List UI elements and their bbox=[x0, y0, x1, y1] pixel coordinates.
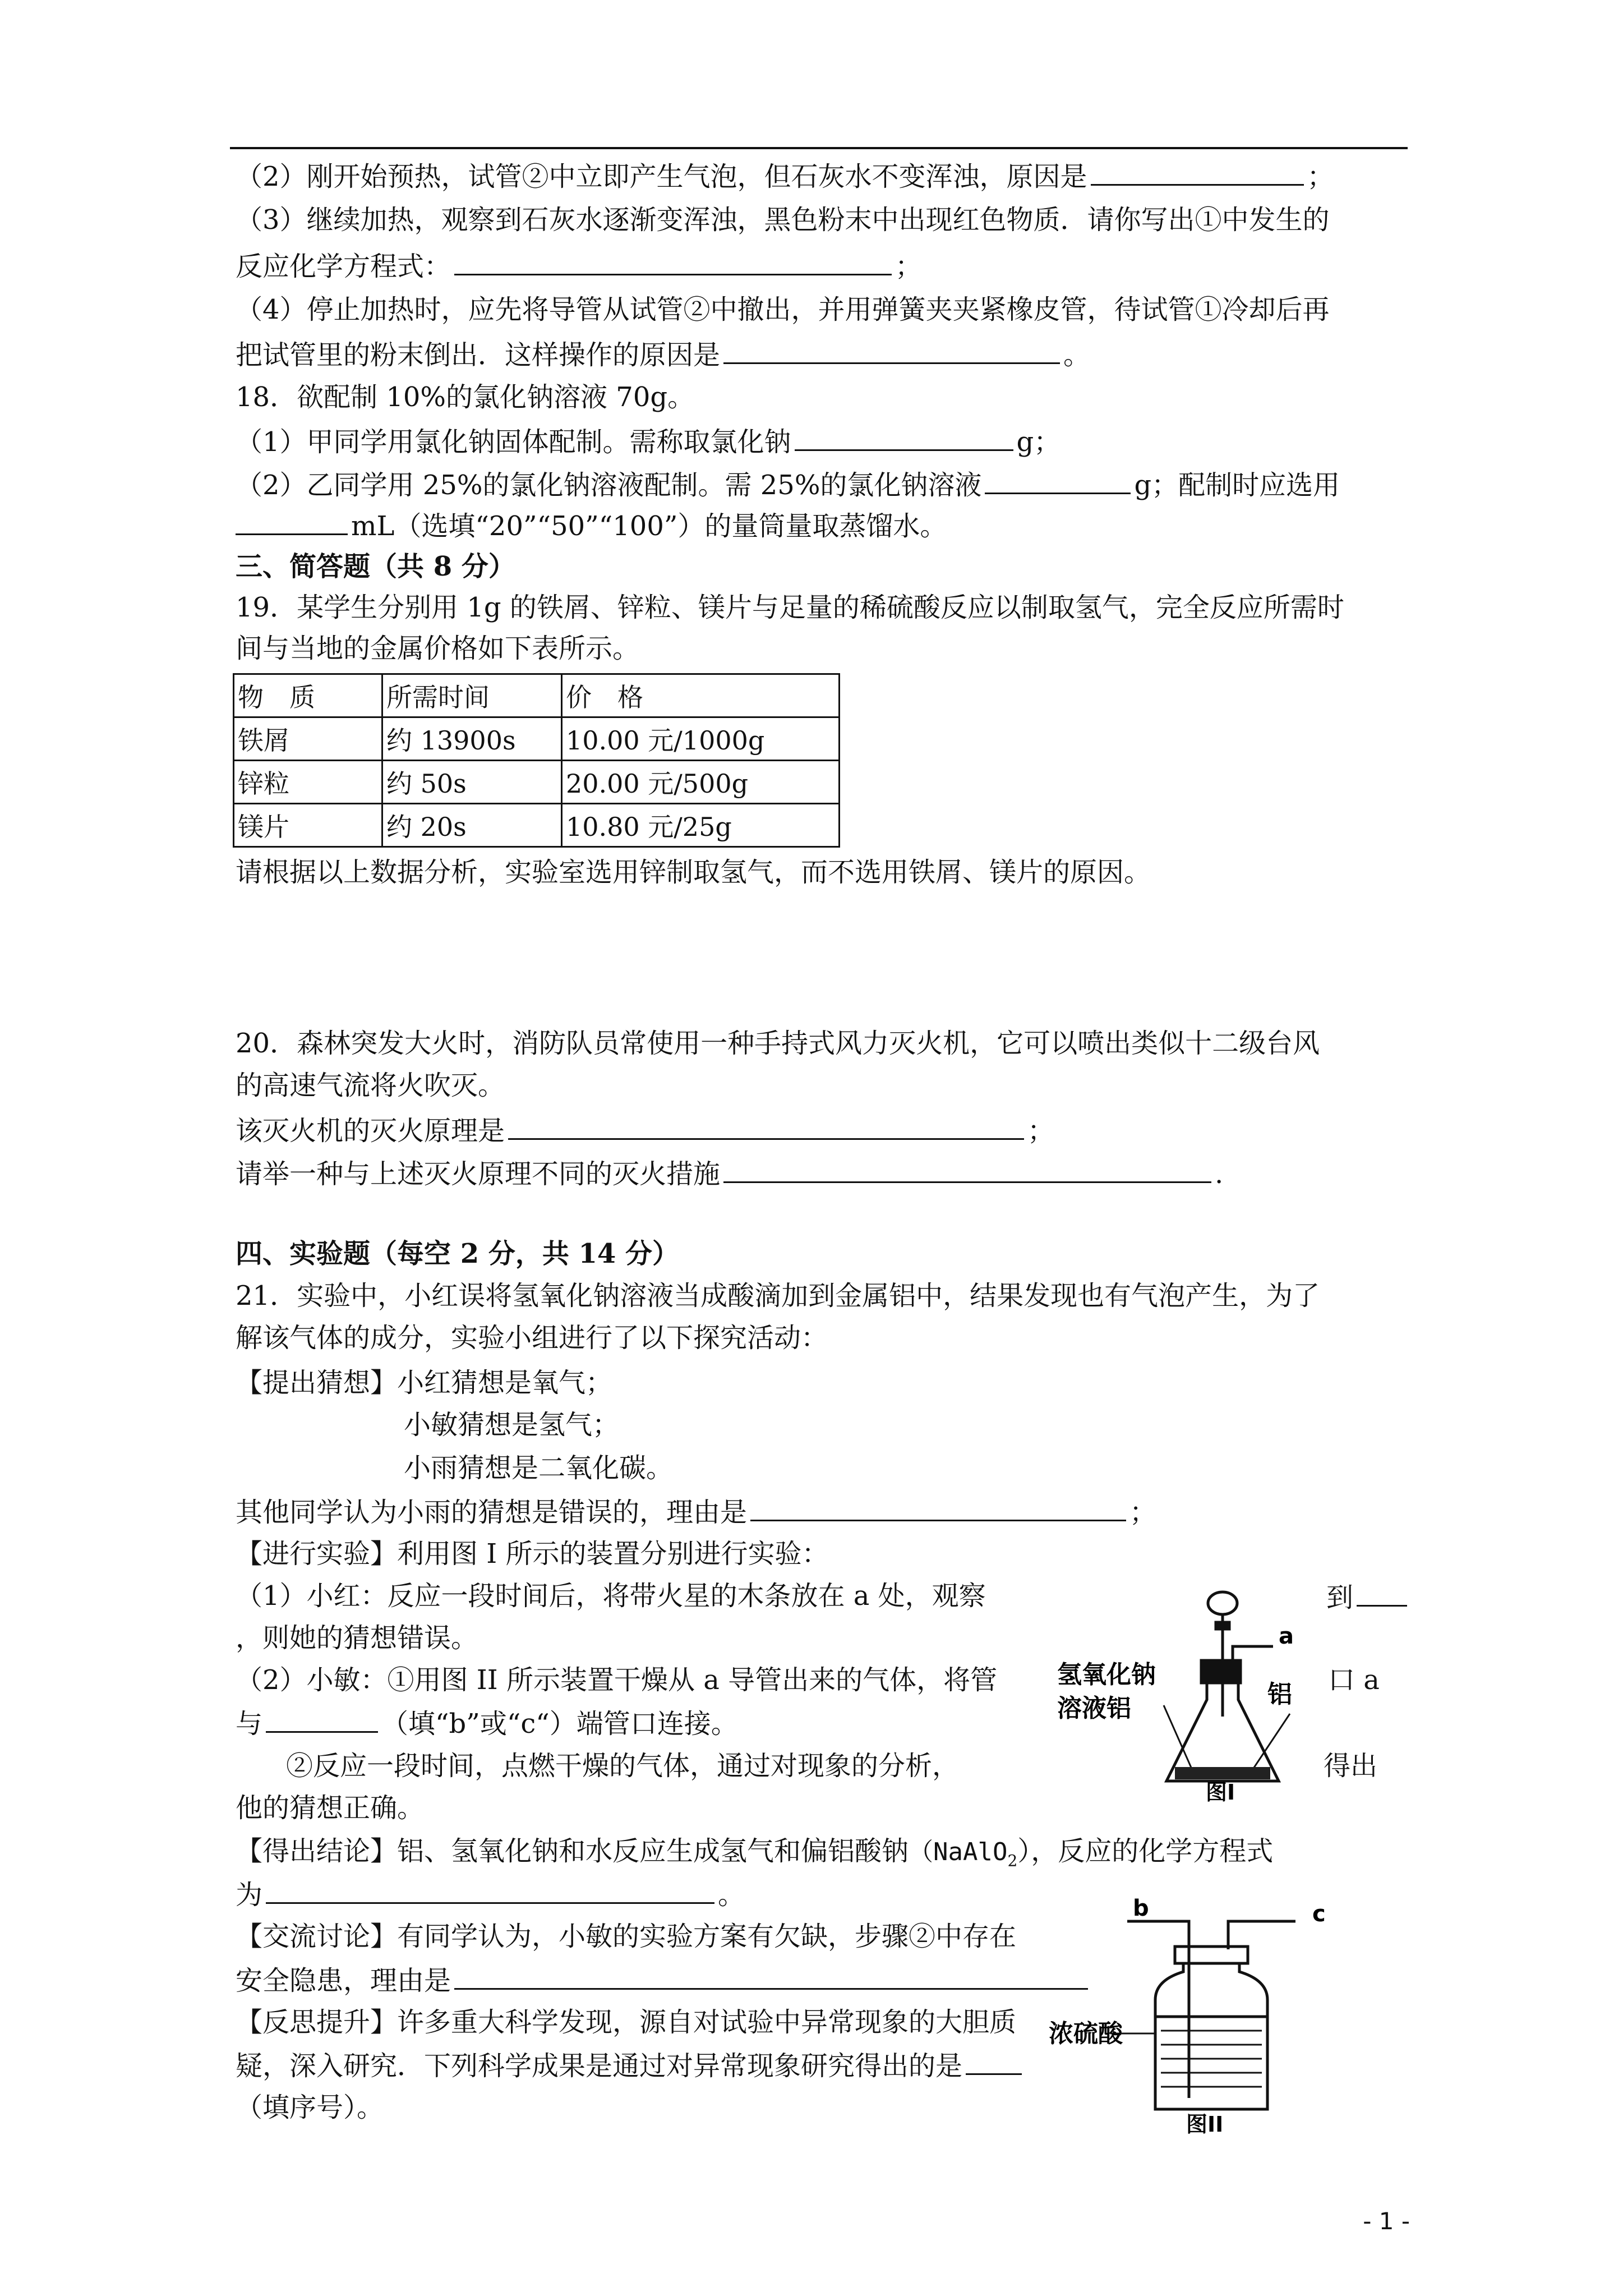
table-header-cell: 物 质 bbox=[234, 674, 382, 717]
q19-stem-line2: 间与当地的金属价格如下表所示。 bbox=[236, 633, 640, 664]
q18-part2-line2: mL（选填“20”“50”“100”）的量筒量取蒸馏水。 bbox=[236, 508, 947, 543]
q21-reflection-1: 【反思提升】许多重大科学发现，源自对试验中异常现象的大胆质 bbox=[236, 2007, 1017, 2038]
answer-blank[interactable] bbox=[750, 1494, 1126, 1521]
section-3-heading: 三、简答题（共 8 分） bbox=[236, 551, 515, 582]
label-c: c bbox=[1312, 1901, 1326, 1927]
answer-blank[interactable] bbox=[795, 424, 1013, 451]
answer-blank[interactable] bbox=[966, 2047, 1022, 2075]
q18-part1: （1）甲同学用氯化钠固体配制。需称取氯化钠 g； bbox=[236, 424, 1061, 459]
q20-stem-line1: 20．森林突发大火时，消防队员常使用一种手持式风力灭火机，它可以喷出类似十二级台风 bbox=[236, 1028, 1320, 1059]
table-cell: 10.00 元/1000g bbox=[562, 717, 840, 761]
answer-blank[interactable] bbox=[236, 508, 348, 535]
q17-part2: （2）刚开始预热，试管②中立即产生气泡，但石灰水不变浑浊，原因是 ； bbox=[236, 158, 1334, 194]
q20-line1: 该灭火机的灭火原理是 ； bbox=[236, 1112, 1054, 1148]
q21-reflection-2: 疑，深入研究．下列科学成果是通过对异常现象研究得出的是 bbox=[236, 2047, 1025, 2083]
table-cell: 约 20s bbox=[382, 804, 562, 847]
q21-discussion-1: 【交流讨论】有同学认为，小敏的实验方案有欠缺，步骤②中存在 bbox=[236, 1921, 1017, 1952]
table-cell: 约 50s bbox=[382, 761, 562, 804]
q17-part3-line1: （3）继续加热，观察到石灰水逐渐变浑浊，黑色粉末中出现红色物质．请你写出①中发生的 bbox=[236, 204, 1330, 236]
metal-price-table bbox=[233, 673, 840, 848]
table-row bbox=[234, 761, 840, 804]
table-header-cell: 所需时间 bbox=[382, 674, 562, 717]
answer-blank[interactable] bbox=[266, 1705, 378, 1733]
answer-blank[interactable] bbox=[1091, 158, 1304, 186]
page-number: - 1 - bbox=[1363, 2207, 1410, 2235]
answer-blank[interactable] bbox=[454, 1962, 1088, 1990]
aluminum-pieces bbox=[1175, 1767, 1270, 1779]
top-rule bbox=[230, 147, 1408, 149]
q19-question: 请根据以上数据分析，实验室选用锌制取氢气，而不选用铁屑、镁片的原因。 bbox=[236, 857, 1151, 888]
label-al: 铝 bbox=[1267, 1680, 1292, 1709]
q21-xiaomin-2: 与 （填“b”或“c“）端管口连接。 bbox=[236, 1705, 738, 1741]
q21-xiaomin-3-end: 得出 bbox=[1324, 1750, 1378, 1782]
q21-guess-1: 【提出猜想】小红猜想是氧气； bbox=[236, 1367, 613, 1398]
label-conc-sulfuric-acid: 浓硫酸 bbox=[1049, 2019, 1123, 2048]
figure-1-caption: 图I bbox=[1206, 1780, 1235, 1805]
q21-experiment: 【进行实验】利用图 I 所示的装置分别进行实验： bbox=[236, 1538, 829, 1570]
q21-guess-2: 小敏猜想是氢气； bbox=[404, 1409, 620, 1441]
q18-part2-line1: （2）乙同学用 25%的氯化钠溶液配制。需 25%的氯化钠溶液 g；配制时应选用 bbox=[236, 467, 1340, 502]
figure-2-caption: 图II bbox=[1186, 2112, 1224, 2137]
q21-guess-3: 小雨猜想是二氧化碳。 bbox=[404, 1452, 674, 1484]
q18-stem: 18．欲配制 10%的氯化钠溶液 70g。 bbox=[236, 381, 695, 413]
q21-stem-line1: 21．实验中，小红误将氢氧化钠溶液当成酸滴加到金属铝中，结果发现也有气泡产生，为了 bbox=[236, 1280, 1320, 1312]
q17-part4-line2: 把试管里的粉末倒出．这样操作的原因是 。 bbox=[236, 337, 1090, 372]
answer-blank[interactable] bbox=[985, 467, 1131, 494]
q20-line2: 请举一种与上述灭火原理不同的灭火措施 . bbox=[236, 1156, 1223, 1191]
table-header-row bbox=[234, 674, 840, 717]
q21-xiaohong-1: （1）小红：反应一段时间后，将带火星的木条放在 a 处，观察 bbox=[236, 1580, 986, 1612]
table-cell: 20.00 元/500g bbox=[562, 761, 840, 804]
table-cell: 镁片 bbox=[234, 804, 382, 847]
q21-xiaomin-4: 他的猜想正确。 bbox=[236, 1792, 425, 1824]
stopcock bbox=[1216, 1622, 1229, 1629]
table-cell: 10.80 元/25g bbox=[562, 804, 840, 847]
label-a: a bbox=[1279, 1623, 1294, 1649]
q21-stem-line2: 解该气体的成分，实验小组进行了以下探究活动： bbox=[236, 1322, 828, 1354]
answer-blank[interactable] bbox=[508, 1112, 1024, 1140]
figure-2-apparatus bbox=[1049, 1895, 1368, 2137]
answer-blank[interactable] bbox=[454, 248, 892, 275]
label-b: b bbox=[1133, 1895, 1149, 1921]
answer-blank[interactable] bbox=[723, 1156, 1211, 1183]
stopper bbox=[1201, 1660, 1241, 1683]
q20-stem-line2: 的高速气流将火吹灭。 bbox=[236, 1070, 505, 1101]
q21-other-students: 其他同学认为小雨的猜想是错误的，理由是 ； bbox=[236, 1494, 1156, 1529]
figure-1-apparatus bbox=[1054, 1588, 1324, 1805]
answer-blank[interactable] bbox=[266, 1876, 714, 1904]
answer-blank[interactable] bbox=[723, 337, 1060, 364]
q21-xiaohong-2: ，则她的猜想错误。 bbox=[236, 1622, 478, 1654]
q17-part4-line1: （4）停止加热时，应先将导管从试管②中撤出，并用弹簧夹夹紧橡皮管，待试管①冷却后再 bbox=[236, 294, 1330, 325]
q21-xiaohong-1-end: 到 bbox=[1326, 1579, 1410, 1614]
liquid-hatching bbox=[1161, 2031, 1262, 2087]
answer-blank[interactable] bbox=[1357, 1579, 1407, 1607]
table-cell: 约 13900s bbox=[382, 717, 562, 761]
label-naoh-al: 溶液铝 bbox=[1057, 1694, 1131, 1723]
q21-discussion-2: 安全隐患，理由是 bbox=[236, 1962, 1091, 1998]
label-pointer bbox=[1164, 1705, 1193, 1773]
table-cell: 铁屑 bbox=[234, 717, 382, 761]
table-row bbox=[234, 804, 840, 847]
funnel-bulb bbox=[1208, 1592, 1237, 1614]
q19-stem-line1: 19．某学生分别用 1g 的铁屑、锌粒、镁片与足量的稀硫酸反应以制取氢气，完全反应所需时 bbox=[236, 592, 1344, 623]
table-row bbox=[234, 717, 840, 761]
section-4-heading: 四、实验题（每空 2 分，共 14 分） bbox=[236, 1238, 680, 1269]
label-naoh: 氢氧化钠 bbox=[1057, 1660, 1156, 1689]
table-header-cell: 价 格 bbox=[562, 674, 840, 717]
bottle-stopper bbox=[1175, 1947, 1248, 1963]
table-cell: 锌粒 bbox=[234, 761, 382, 804]
q21-xiaomin-3: ②反应一段时间，点燃干燥的气体，通过对现象的分析， bbox=[286, 1750, 960, 1782]
q21-xiaomin-1-end: 口 a bbox=[1328, 1664, 1380, 1696]
q21-reflection-3: （填序号）。 bbox=[236, 2092, 384, 2123]
q17-part3-line2: 反应化学方程式： ； bbox=[236, 248, 922, 283]
q21-conclusion-1: 【得出结论】铝、氢氧化钠和水反应生成氢气和偏铝酸钠（NaAlO$_2$），反应的化学方程式 bbox=[236, 1835, 1274, 1870]
q21-xiaomin-1: （2）小敏：①用图 II 所示装置干燥从 a 导管出来的气体，将管 bbox=[236, 1664, 998, 1696]
q21-conclusion-2: 为 。 bbox=[236, 1876, 745, 1912]
